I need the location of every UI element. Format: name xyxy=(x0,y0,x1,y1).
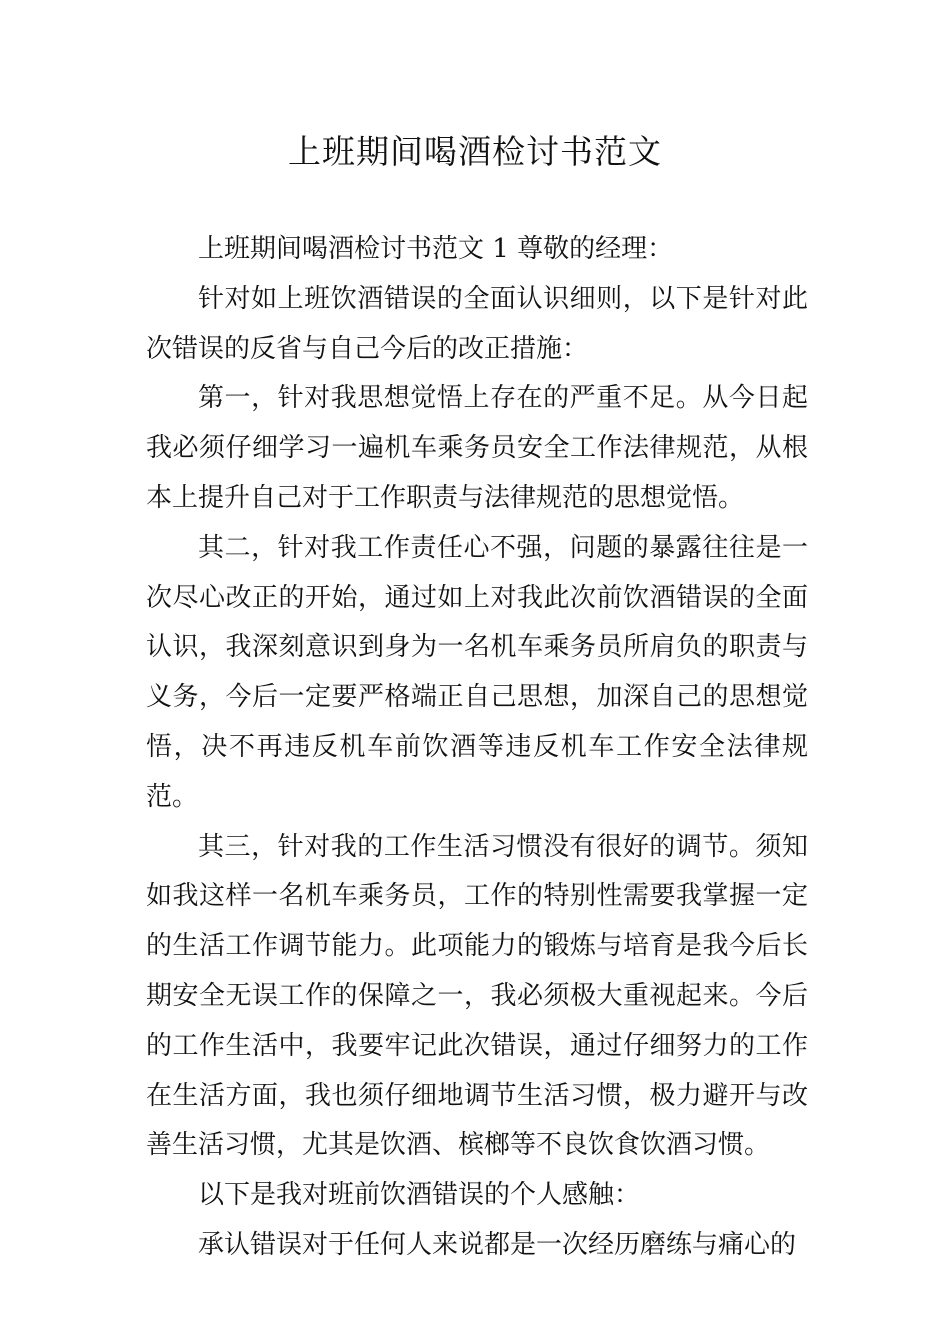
paragraph-reflection: 承认错误对于任何人来说都是一次经历磨练与痛心的 xyxy=(198,1229,797,1260)
paragraph-third-measure: 其三，针对我的工作生活习惯没有很好的调节。须知如我这样一名机车乘务员，工作的特别性需要我掌握一定的生活工作调节能力。此项能力的锻炼与培育是我今后长期安全无误工作的保障之一，我必须极大重视起来。今后的工作生活中，我要牢记此次错误，通过仔细努力的工作在生活方面，我也须仔细地调节生活习惯，极力避开与改善生活习惯，尤其是饮酒、槟榔等不良饮食饮酒习惯。 xyxy=(146,831,808,1161)
document-body xyxy=(146,225,808,1271)
paragraph-second-measure: 其二，针对我工作责任心不强，问题的暴露往往是一次尽心改正的开始，通过如上对我此次前饮酒错误的全面认识，我深刻意识到身为一名机车乘务员所肩负的职责与义务，今后一定要严格端正自己思想，加深自己的思想觉悟，决不再违反机车前饮酒等违反机车工作安全法律规范。 xyxy=(146,532,808,812)
document-title: 上班期间喝酒检讨书范文 xyxy=(288,132,662,171)
paragraph-intro: 针对如上班饮酒错误的全面认识细则，以下是针对此次错误的反省与自己今后的改正措施： xyxy=(146,283,808,364)
paragraph-salutation: 上班期间喝酒检讨书范文 1 尊敬的经理： xyxy=(198,234,674,264)
paragraph-first-measure: 第一，针对我思想觉悟上存在的严重不足。从今日起我必须仔细学习一遍机车乘务员安全工作法律规范，从根本上提升自己对于工作职责与法律规范的思想觉悟。 xyxy=(146,383,808,513)
paragraph-reflection-heading: 以下是我对班前饮酒错误的个人感触： xyxy=(198,1180,641,1211)
